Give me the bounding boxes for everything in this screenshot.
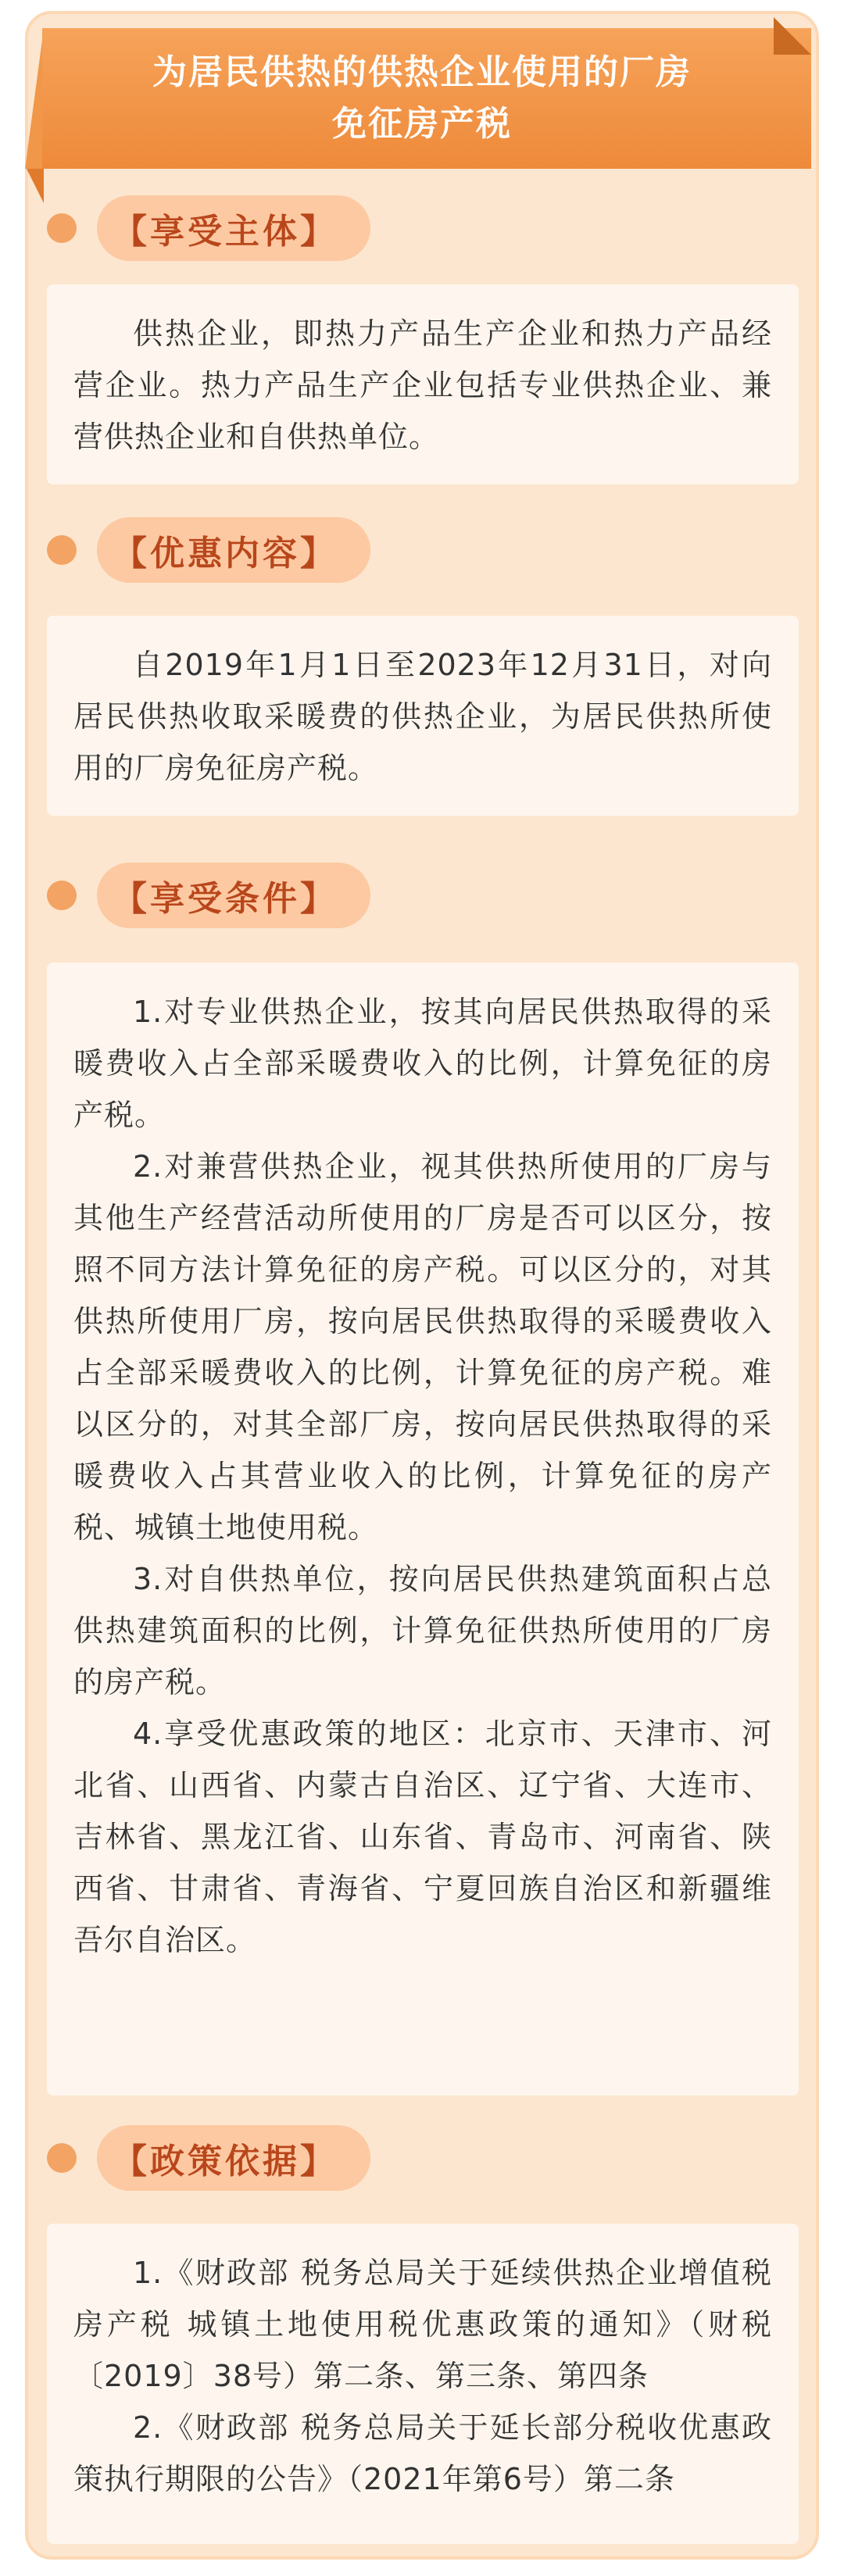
- bullet-dot-icon: [47, 2143, 77, 2173]
- section-body-benefit: [47, 616, 799, 816]
- section-body-conditions: [47, 963, 799, 2095]
- paragraph: 4.享受优惠政策的地区：北京市、天津市、河北省、山西省、内蒙古自治区、辽宁省、大连市、吉林省、黑龙江省、山东省、青岛市、河南省、陕西省、甘肃省、青海省、宁夏回族自治区和新疆维吾尔自治区。: [73, 1717, 772, 1957]
- paragraph: 1.对专业供热企业，按其向居民供热取得的采暖费收入占全部采暖费收入的比例，计算免征的房产税。: [73, 995, 772, 1132]
- section-header-benefit: [47, 517, 370, 583]
- bullet-dot-icon: [47, 213, 77, 243]
- ribbon-fold-tail: [27, 169, 44, 203]
- paragraph: 2.对兼营供热企业，视其供热所使用的厂房与其他生产经营活动所使用的厂房是否可以区分，按照不同方法计算免征的房产税。可以区分的，对其供热所使用厂房，按向居民供热取得的采暖费收入占全部采暖费收入的比例，计算免征的房产税。难以区分的，对其全部厂房，按向居民供热取得的采暖费收入占其营业收入的比例，计算免征的房产税、城镇土地使用税。: [73, 1149, 772, 1545]
- section-heading: 【享受主体】: [97, 195, 370, 261]
- bullet-dot-icon: [47, 535, 77, 565]
- page-title-line1: 为居民供热的供热企业使用的厂房: [152, 52, 692, 92]
- paragraph: 3.对自供热单位，按向居民供热建筑面积占总供热建筑面积的比例，计算免征供热所使用的厂房的房产税。: [73, 1562, 772, 1699]
- section-body-basis: [47, 2224, 799, 2544]
- section-header-basis: [47, 2125, 370, 2191]
- section-heading: 【政策依据】: [97, 2125, 370, 2191]
- ribbon-fold: [25, 28, 44, 169]
- paragraph: 自2019年1月1日至2023年12月31日，对向居民供热收取采暖费的供热企业，为居民供热所使用的厂房免征房产税。: [73, 648, 772, 785]
- paragraph: 1.《财政部 税务总局关于延续供热企业增值税 房产税 城镇土地使用税优惠政策的通知》（财税〔2019〕38号）第二条、第三条、第四条: [73, 2256, 772, 2393]
- section-heading: 【享受条件】: [97, 863, 370, 928]
- section-body-beneficiary: [47, 284, 799, 484]
- page-title: [47, 34, 797, 163]
- section-heading: 【优惠内容】: [97, 517, 370, 583]
- bullet-dot-icon: [47, 881, 77, 910]
- section-header-conditions: [47, 863, 370, 928]
- paragraph: 供热企业，即热力产品生产企业和热力产品经营企业。热力产品生产企业包括专业供热企业、兼营供热企业和自供热单位。: [73, 316, 772, 454]
- section-header-beneficiary: [47, 195, 370, 261]
- paragraph: 2.《财政部 税务总局关于延长部分税收优惠政策执行期限的公告》（2021年第6号）第二条: [73, 2410, 772, 2496]
- page-title-line2: 免征房产税: [332, 104, 512, 144]
